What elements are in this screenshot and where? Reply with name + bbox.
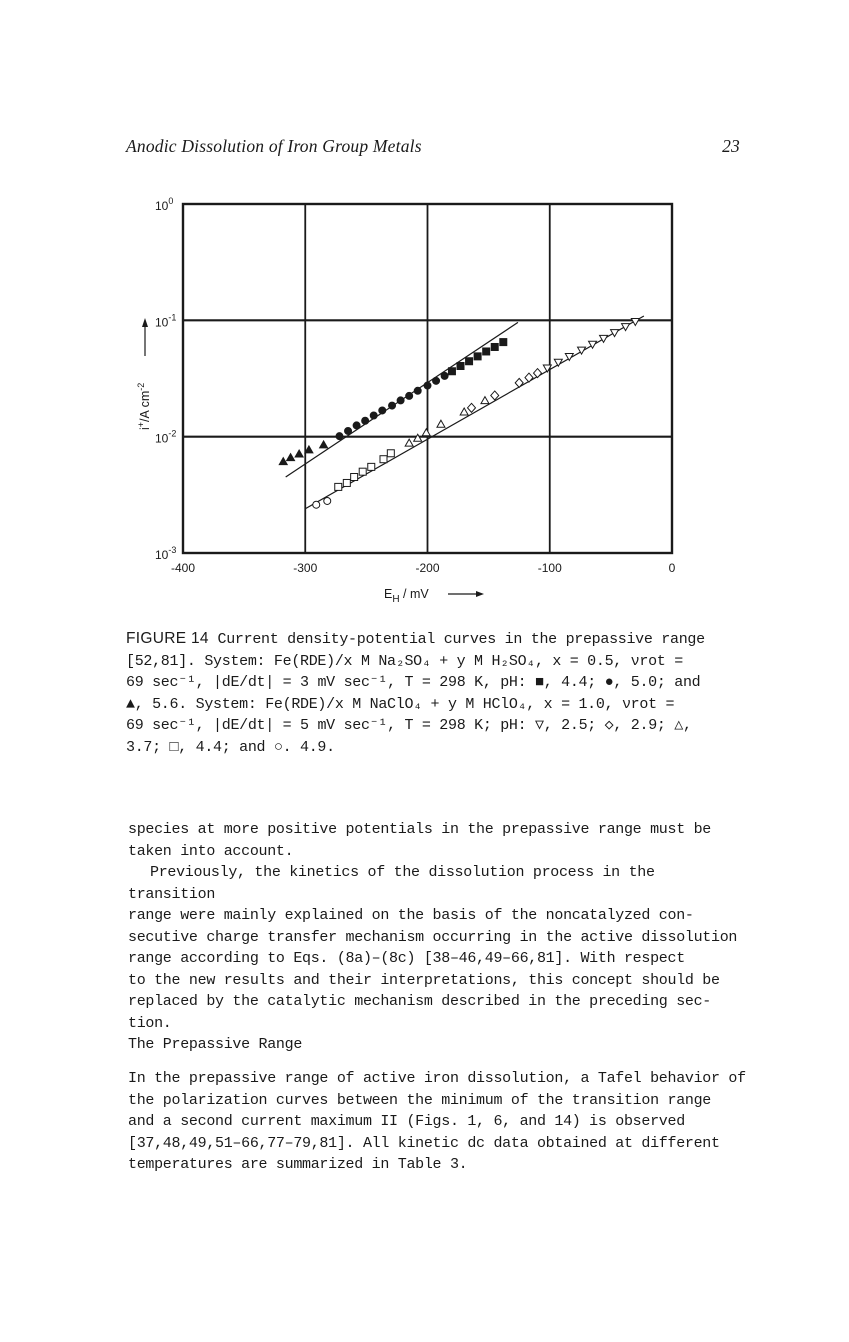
figure-caption <box>126 628 746 758</box>
data-point-open-square <box>335 483 342 490</box>
data-point-open-square <box>387 450 394 457</box>
y-tick-label: $10^{-3}$ <box>155 545 177 562</box>
data-point-open-square <box>380 456 387 463</box>
data-point-open-diamond <box>525 373 533 382</box>
data-point-open-diamond <box>534 369 542 378</box>
data-point-open-circle <box>313 501 320 508</box>
data-point-open-square <box>368 463 375 470</box>
data-points <box>279 319 639 509</box>
data-point-open-triangle-up <box>481 397 489 404</box>
chart-grid <box>183 204 672 553</box>
caption-line-6: 3.7; □, 4.4; and ○. 4.9. <box>126 738 335 756</box>
caption-line-4: ▲, 5.6. System: Fe(RDE)/x M NaClO₄ + y M HClO₄, x = 1.0, νrot = <box>126 695 675 713</box>
data-point-open-triangle-up <box>422 429 430 436</box>
data-point-open-triangle-up <box>405 439 413 446</box>
data-point-filled-circle <box>336 433 343 440</box>
page-number: 23 <box>722 136 740 156</box>
data-point-filled-square <box>500 339 507 346</box>
data-point-open-square <box>351 474 358 481</box>
y-axis-arrow-head <box>142 318 148 327</box>
data-point-open-triangle-up <box>460 408 468 415</box>
section-heading: The Prepassive Range <box>128 1036 303 1053</box>
data-point-filled-circle <box>406 392 413 399</box>
x-axis-label: $E_H$ / mV <box>384 587 429 605</box>
data-point-filled-circle <box>414 387 421 394</box>
caption-line-1: FIGURE 14 Current density-potential curves in the prepassive range <box>126 630 705 648</box>
x-tick-label: 0 <box>668 561 676 575</box>
data-point-filled-square <box>448 368 455 375</box>
data-point-filled-circle <box>362 417 369 424</box>
y-axis-label: i+/A $cm^{-2}$ <box>136 382 152 430</box>
data-point-open-triangle-up <box>437 420 445 427</box>
data-point-open-triangle-down <box>600 335 608 342</box>
data-point-filled-circle <box>353 422 360 429</box>
caption-line-3: 69 sec⁻¹, |dE/dt| = 3 mV sec⁻¹, T = 298 K, pH: ■, 4.4; ●, 5.0; and <box>126 674 701 691</box>
running-head-title: Anodic Dissolution of Iron Group Metals <box>126 136 422 156</box>
data-point-filled-circle <box>397 397 404 404</box>
figure-label: FIGURE 14 <box>126 630 209 647</box>
data-point-filled-circle <box>433 377 440 384</box>
caption-line-2: [52,81]. System: Fe(RDE)/x M Na₂SO₄ + y M H₂SO₄, x = 0.5, νrot = <box>126 652 683 670</box>
paragraph-1: species at more positive potentials in the prepassive range must be taken into account. <box>128 821 711 860</box>
x-axis-arrow-head <box>476 591 484 597</box>
data-point-open-triangle-down <box>611 330 619 337</box>
x-tick-label: -300 <box>293 561 318 575</box>
data-point-filled-square <box>457 362 464 369</box>
y-tick-label: $10^{-2}$ <box>155 428 177 446</box>
data-point-filled-triangle <box>320 441 328 448</box>
data-point-filled-circle <box>389 402 396 409</box>
data-point-open-circle <box>324 497 331 504</box>
data-point-filled-circle <box>424 382 431 389</box>
x-tick-label: -100 <box>537 561 562 575</box>
paragraph-2: Previously, the kinetics of the dissolution process in the transition range were mainly explained on the basis of the noncatalyzed con- secutive charge transfer mechanism occurring in the active dissolution range according to Eqs. (8a)–(8c) [38–46,49–66,81]. With respect to the new results and their interpretations, this concept should be replaced by the catalytic mechanism described in the preceding sec- tion. <box>128 864 738 1032</box>
data-point-filled-square <box>474 353 481 360</box>
data-point-filled-circle <box>345 427 352 434</box>
paragraph-3: In the prepassive range of active iron dissolution, a Tafel behavior of the polarization curves between the minimum of the transition range and a second current maximum II (Figs. 1, 6, and 14) is observed [37,48,49,51–66,77–79,81]. All kinetic dc data obtained at different temperatures are summarized in Table 3. <box>128 1070 746 1173</box>
data-point-filled-triangle <box>287 454 295 461</box>
figure-14-chart <box>0 0 849 610</box>
x-tick-label: -200 <box>415 561 440 575</box>
data-point-filled-square <box>466 358 473 365</box>
data-point-filled-square <box>483 348 490 355</box>
y-tick-label: $10^0$ <box>155 196 174 213</box>
data-point-filled-circle <box>370 412 377 419</box>
data-point-filled-circle <box>441 372 448 379</box>
data-point-filled-triangle <box>295 450 303 457</box>
data-point-open-diamond <box>468 403 476 412</box>
data-point-filled-circle <box>379 407 386 414</box>
data-point-open-triangle-down <box>622 324 630 331</box>
x-tick-label: -400 <box>170 561 196 575</box>
data-point-filled-square <box>491 343 498 350</box>
caption-line-5: 69 sec⁻¹, |dE/dt| = 5 mV sec⁻¹, T = 298 K; pH: ▽, 2.5; ◇, 2.9; △, <box>126 717 692 734</box>
y-tick-label: $10^{-1}$ <box>155 312 177 330</box>
data-point-open-square <box>359 468 366 475</box>
data-point-open-square <box>343 479 350 486</box>
tick-labels <box>155 196 676 575</box>
